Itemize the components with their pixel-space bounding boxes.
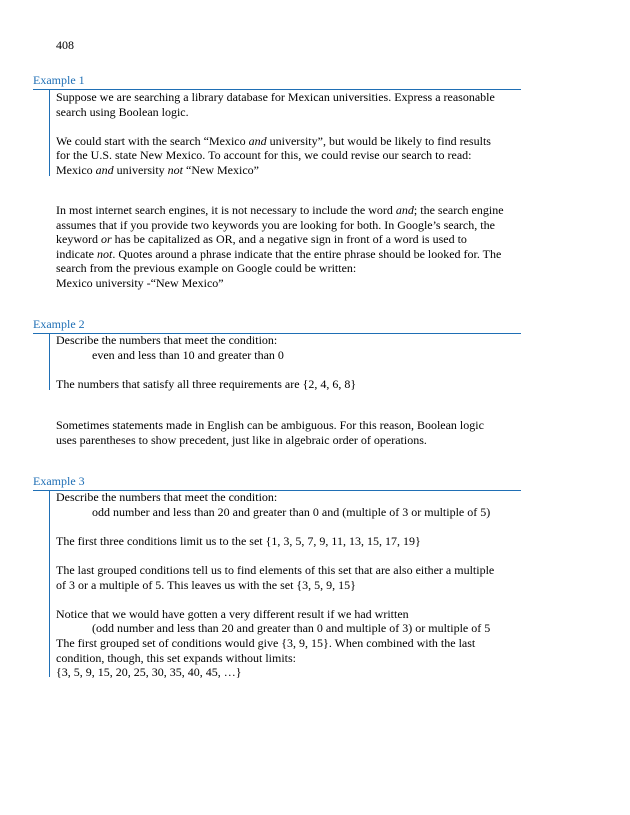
ambiguity-paragraph xyxy=(56,418,526,447)
example-2-body xyxy=(56,333,526,391)
example-3-line: Notice that we would have gotten a very different result if we had written xyxy=(56,606,409,621)
example-1-heading: Example 1 xyxy=(33,73,85,87)
example-1-question-line: search using Boolean logic. xyxy=(56,104,189,119)
example-3-line: The first three conditions limit us to the set {1, 3, 5, 7, 9, 11, 13, 15, 17, 19} xyxy=(56,533,421,548)
example-3-heading: Example 3 xyxy=(33,474,85,488)
example-1-answer-line: Mexico and university not “New Mexico” xyxy=(56,162,259,177)
example-1-answer-line: We could start with the search “Mexico and university”, but would be likely to find results xyxy=(56,133,491,148)
paragraph-line: Sometimes statements made in English can be ambiguous. For this reason, Boolean logic xyxy=(56,418,484,432)
example-3-condition: odd number and less than 20 and greater than 0 and (multiple of 3 or multiple of 5) xyxy=(92,504,491,519)
example-3-line: The first grouped set of conditions would give {3, 9, 15}. When combined with the last xyxy=(56,635,476,650)
example-2-line: The numbers that satisfy all three requirements are {2, 4, 6, 8} xyxy=(56,376,357,391)
example-2-line: Describe the numbers that meet the condition: xyxy=(56,333,278,347)
example-1-body xyxy=(56,90,526,178)
paragraph-line: Mexico university -“New Mexico” xyxy=(56,275,224,290)
example-2-bar xyxy=(49,334,50,390)
search-engine-paragraph xyxy=(56,203,526,291)
page-number: 408 xyxy=(56,38,74,52)
example-3-line: The last grouped conditions tell us to find elements of this set that are also either a multiple xyxy=(56,562,495,577)
example-3-line: Describe the numbers that meet the condition: xyxy=(56,490,278,504)
paragraph-line: In most internet search engines, it is not necessary to include the word and; the search engine xyxy=(56,203,504,217)
example-3-condition: (odd number and less than 20 and greater than 0 and multiple of 3) or multiple of 5 xyxy=(92,621,491,636)
example-1-question-line: Suppose we are searching a library database for Mexican universities. Express a reasonable xyxy=(56,90,495,104)
example-3-body xyxy=(56,490,526,680)
example-1-answer-line: for the U.S. state New Mexico. To account for this, we could revise our search to read: xyxy=(56,148,472,163)
example-2-heading: Example 2 xyxy=(33,317,85,331)
paragraph-line: uses parentheses to show precedent, just like in algebraic order of operations. xyxy=(56,432,427,447)
paragraph-line: assumes that if you provide two keywords you are looking for both. In Google’s search, the xyxy=(56,217,495,232)
paragraph-line: keyword or has be capitalized as OR, and a negative sign in front of a word is used to xyxy=(56,232,467,247)
paragraph-line: search from the previous example on Google could be written: xyxy=(56,261,357,276)
example-3-line: {3, 5, 9, 15, 20, 25, 30, 35, 40, 45, …} xyxy=(56,665,242,680)
example-2-condition: even and less than 10 and greater than 0 xyxy=(92,347,284,362)
example-3-line: condition, though, this set expands without limits: xyxy=(56,650,296,665)
paragraph-line: indicate not. Quotes around a phrase indicate that the entire phrase should be looked for. The xyxy=(56,246,502,261)
example-3-bar xyxy=(49,491,50,677)
example-1-bar xyxy=(49,90,50,176)
example-3-line: of 3 or a multiple of 5. This leaves us with the set {3, 5, 9, 15} xyxy=(56,577,356,592)
